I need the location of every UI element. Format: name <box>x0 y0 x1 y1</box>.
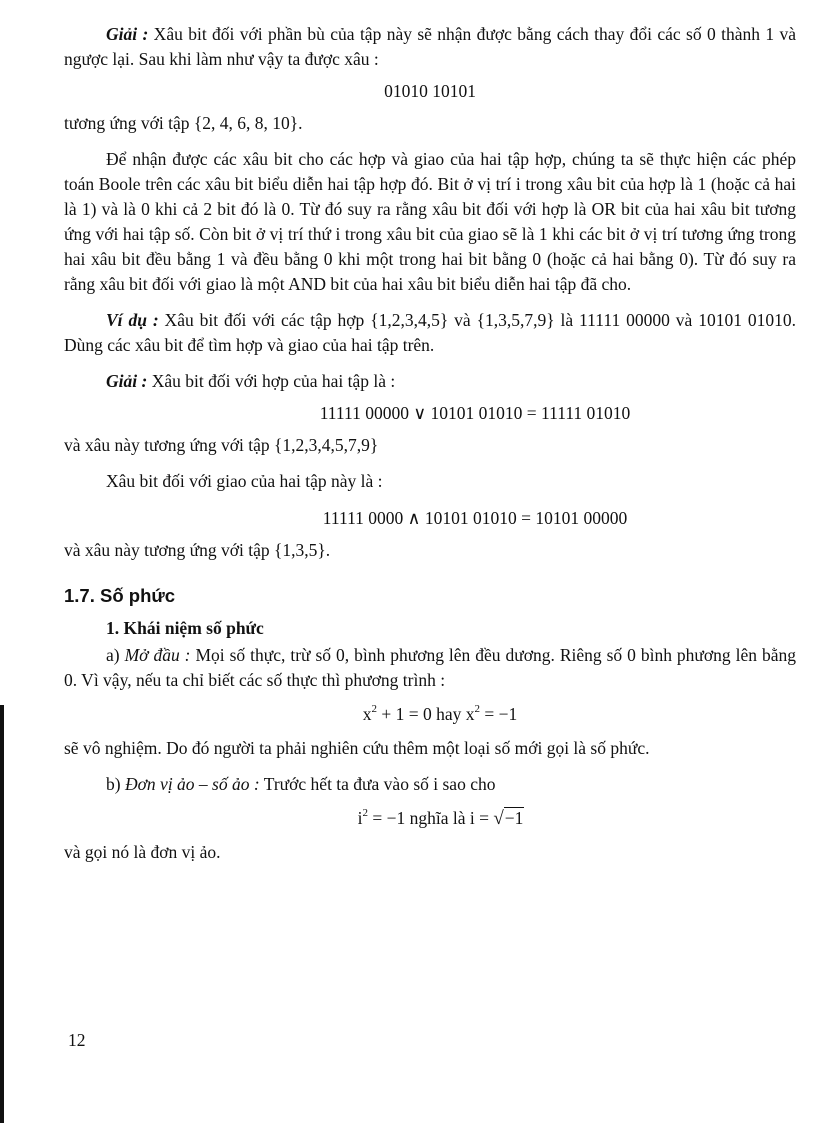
item-b-prefix: b) <box>106 774 125 794</box>
union-result: và xâu này tương ứng với tập {1,2,3,4,5,7,9} <box>64 435 379 455</box>
paragraph-union-intersection: Để nhận được các xâu bit cho các hợp và giao của hai tập hợp, chúng ta sẽ thực hiện các phép toán Boole trên các xâu bit biểu diễn hai tập hợp đó. Bit ở vị trí i trong xâu bit của hợp là 1 (hoặc cả hai là 1) và là 0 khi cả 2 bit đó là 0. Từ đó suy ra rằng xâu bit đối với hợp là OR bit của hai xâu bit tương ứng với hai tập số. Còn bit ở vị trí thứ i trong xâu bit của giao sẽ là 1 khi các bit ở vị trí tương ứng trong hai xâu bit đều bằng 1 và đều bằng 0 khi một trong hai bit bằng 0 (hoặc cả hai bằng 0). Từ đó suy ra rằng xâu bit đối với giao là một AND bit của hai xâu bit biểu diễn hai tập đã cho. <box>64 149 796 294</box>
equation-intersection: 11111 0000 ∧ 10101 01010 = 10101 00000 <box>322 508 628 528</box>
eq-b-mid: = −1 nghĩa là i = <box>367 808 494 828</box>
equation-b <box>86 806 796 831</box>
subsection-title: 1. Khái niệm số phức <box>106 618 264 638</box>
paragraph-a <box>64 643 796 693</box>
intersection-intro: Xâu bit đối với giao của hai tập này là : <box>106 471 383 491</box>
equation-union: 11111 00000 ∨ 10101 01010 = 11111 01010 <box>319 403 631 423</box>
example-label: Ví dụ : <box>106 310 159 330</box>
paragraph-no-solution: sẽ vô nghiệm. Do đó người ta phải nghiên cứu thêm một loại số mới gọi là số phức. <box>64 738 650 758</box>
paragraph-set-correspondence: tương ứng với tập {2, 4, 6, 8, 10}. <box>64 113 303 133</box>
solution-paragraph-1 <box>64 22 796 72</box>
eq-a-x: x <box>362 704 372 724</box>
item-a-label: Mở đầu : <box>124 645 191 665</box>
paragraph-imaginary-unit: và gọi nó là đơn vị ảo. <box>64 842 221 862</box>
equation-a <box>84 702 796 727</box>
sqrt-radicand: −1 <box>504 808 524 828</box>
eq-b-exp: 2 <box>362 807 368 819</box>
page-content <box>64 22 796 865</box>
solution-paragraph-2 <box>64 369 796 394</box>
section-title: 1.7. Số phức <box>64 585 176 606</box>
eq-a-exp2: 2 <box>474 703 480 715</box>
eq-a-mid: + 1 = 0 hay x <box>376 704 475 724</box>
eq-a-exp1: 2 <box>371 703 377 715</box>
solution-text-2: Xâu bit đối với hợp của hai tập là : <box>147 371 396 391</box>
page-edge-shadow <box>0 705 4 1123</box>
eq-b-i: i <box>357 808 363 828</box>
item-a-prefix: a) <box>106 645 125 665</box>
sqrt-symbol: √−1 <box>493 808 524 829</box>
intersection-result: và xâu này tương ứng với tập {1,3,5}. <box>64 540 331 560</box>
solution-text: Xâu bit đối với phần bù của tập này sẽ nhận được bằng cách thay đổi các số 0 thành 1 và ngược lại. Sau khi làm như vậy ta được xâu : <box>64 24 796 69</box>
item-a-text: Mọi số thực, trừ số 0, bình phương lên đều dương. Riêng số 0 bình phương lên bằng 0. Vì vậy, nếu ta chỉ biết các số thực thì phương trình : <box>64 645 796 690</box>
example-paragraph <box>64 308 796 358</box>
page-number: 12 <box>68 1030 86 1050</box>
solution-label-2: Giải : <box>106 371 148 391</box>
solution-label: Giải : <box>106 24 149 44</box>
item-b-text: Trước hết ta đưa vào số i sao cho <box>259 774 496 794</box>
eq-a-end: = −1 <box>480 704 518 724</box>
paragraph-b <box>64 772 796 797</box>
bitstring-complement: 01010 10101 <box>384 81 476 101</box>
example-text: Xâu bit đối với các tập hợp {1,2,3,4,5} và {1,3,5,7,9} là 11111 00000 và 10101 01010. Dùng các xâu bit để tìm hợp và giao của hai tập trên. <box>64 310 796 355</box>
item-b-label: Đơn vị ảo – số ảo : <box>124 774 260 794</box>
